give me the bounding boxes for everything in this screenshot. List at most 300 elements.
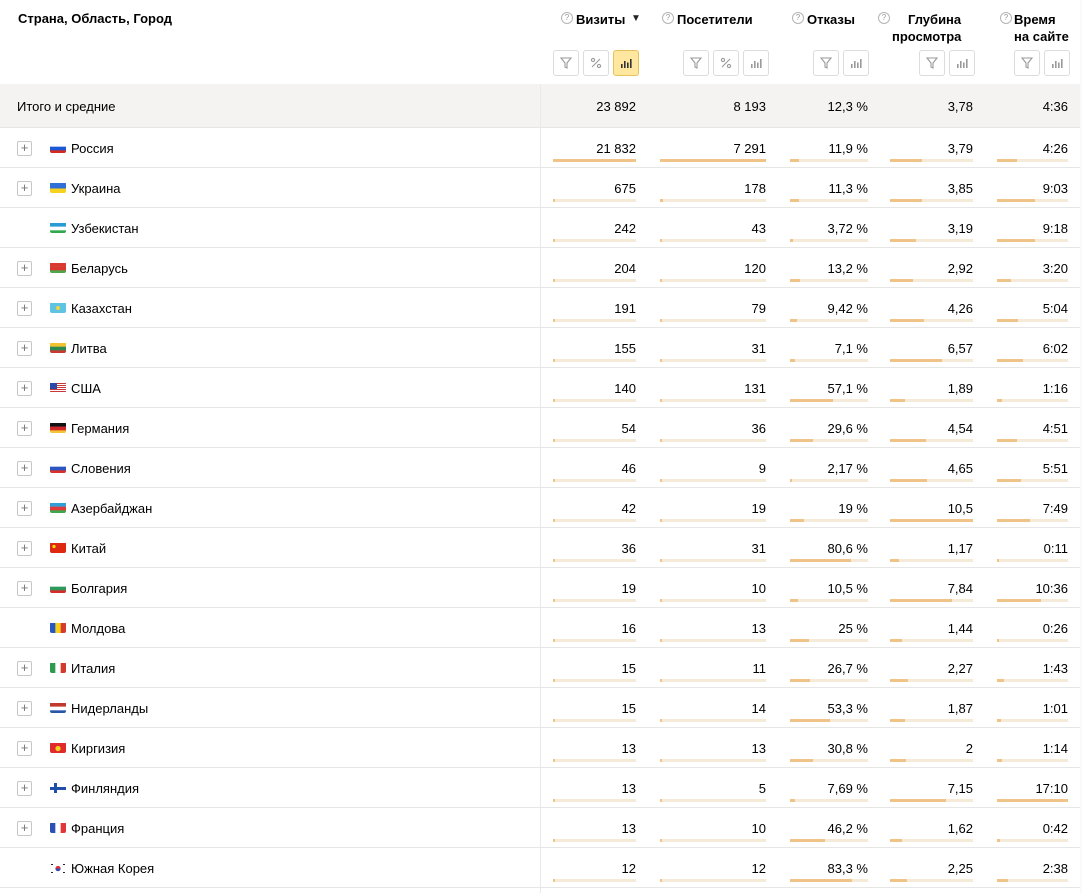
bar-fill-bounce xyxy=(790,639,809,642)
bar-fill-bounce xyxy=(790,759,813,762)
cell-visits: 675 xyxy=(614,181,636,196)
plus-square-icon[interactable]: + xyxy=(17,541,32,556)
help-icon[interactable]: ? xyxy=(1000,12,1012,24)
chart-button[interactable] xyxy=(949,50,975,76)
bar-fill-visitors xyxy=(660,639,662,642)
cell-time: 3:20 xyxy=(1042,261,1068,276)
country-name[interactable]: Россия xyxy=(71,141,114,156)
column-tools xyxy=(553,50,639,76)
bar-fill-depth xyxy=(890,879,907,882)
column-title[interactable] xyxy=(807,11,855,28)
cell-depth: 4,54 xyxy=(947,421,973,436)
bar-track-depth xyxy=(890,879,973,882)
cell-bounce: 83,3 % xyxy=(827,861,868,876)
flag-kr-icon xyxy=(50,862,66,873)
table-row[interactable] xyxy=(0,528,1082,568)
flag-cn-icon xyxy=(50,542,66,553)
bar-fill-time xyxy=(997,439,1017,442)
table-row[interactable] xyxy=(0,568,1082,608)
bar-track-bounce xyxy=(790,319,868,322)
bar-track-visits xyxy=(553,799,636,802)
plus-square-icon[interactable]: + xyxy=(17,741,32,756)
bar-fill-depth xyxy=(890,519,973,522)
bar-fill-depth xyxy=(890,599,952,602)
bar-fill-visitors xyxy=(660,399,662,402)
country-name[interactable]: Франция xyxy=(71,821,125,836)
plus-square-icon[interactable]: + xyxy=(17,781,32,796)
bar-fill-visitors xyxy=(660,519,662,522)
bar-fill-bounce xyxy=(790,279,800,282)
totals-label: Итого и средние xyxy=(17,99,116,114)
country-name[interactable]: Молдова xyxy=(71,621,126,636)
plus-square-icon[interactable]: + xyxy=(17,341,32,356)
bar-fill-bounce xyxy=(790,399,833,402)
cell-visits: 42 xyxy=(621,501,636,516)
bar-fill-visitors xyxy=(660,359,662,362)
table-row[interactable] xyxy=(0,128,1082,168)
cell-bounce: 7,69 % xyxy=(827,781,868,796)
table-row[interactable] xyxy=(0,728,1082,768)
plus-square-icon[interactable]: + xyxy=(17,581,32,596)
cell-visitors: 13 xyxy=(751,621,766,636)
cell-time: 17:10 xyxy=(1035,781,1068,796)
flag-ua-icon xyxy=(50,182,66,193)
bar-fill-visits xyxy=(553,439,555,442)
bar-track-depth xyxy=(890,239,973,242)
filter-button[interactable] xyxy=(683,50,709,76)
filter-icon xyxy=(689,56,703,70)
bar-track-time xyxy=(997,159,1068,162)
bar-fill-bounce xyxy=(790,599,798,602)
filter-icon xyxy=(819,56,833,70)
percent-icon xyxy=(589,56,603,70)
bar-track-bounce xyxy=(790,839,868,842)
flag-fr-icon xyxy=(50,822,66,833)
bar-fill-time xyxy=(997,639,999,642)
bar-track-bounce xyxy=(790,599,868,602)
country-name[interactable]: Финляндия xyxy=(71,781,140,796)
cell-visitors: 120 xyxy=(744,261,766,276)
total-visits: 23 892 xyxy=(596,99,636,114)
bar-track-depth xyxy=(890,639,973,642)
column-title-line1: Глубина xyxy=(908,12,962,27)
help-icon[interactable]: ? xyxy=(878,12,890,24)
bar-fill-depth xyxy=(890,799,946,802)
cell-visits: 15 xyxy=(621,701,636,716)
bar-track-time xyxy=(997,479,1068,482)
bar-track-visits xyxy=(553,159,636,162)
plus-square-icon[interactable]: + xyxy=(17,501,32,516)
bar-track-visitors xyxy=(660,759,766,762)
plus-square-icon[interactable]: + xyxy=(17,421,32,436)
percent-icon xyxy=(719,56,733,70)
bar-track-visits xyxy=(553,319,636,322)
cell-visits: 13 xyxy=(621,741,636,756)
bar-track-time xyxy=(997,359,1068,362)
cell-visitors: 131 xyxy=(744,381,766,396)
cell-visits: 242 xyxy=(614,221,636,236)
bar-fill-visits xyxy=(553,319,555,322)
bar-track-depth xyxy=(890,279,973,282)
bar-fill-visitors xyxy=(660,559,662,562)
bar-chart-icon xyxy=(955,56,969,70)
column-title[interactable] xyxy=(892,11,961,45)
cell-time: 9:18 xyxy=(1042,221,1068,236)
country-name[interactable]: Литва xyxy=(71,341,107,356)
bar-track-bounce xyxy=(790,759,868,762)
bar-fill-depth xyxy=(890,239,916,242)
bar-fill-time xyxy=(997,679,1004,682)
bar-fill-visitors xyxy=(660,599,662,602)
bar-fill-depth xyxy=(890,159,922,162)
bar-fill-visits xyxy=(553,799,555,802)
table-row[interactable] xyxy=(0,288,1082,328)
cell-bounce: 29,6 % xyxy=(827,421,868,436)
bar-fill-depth xyxy=(890,319,924,322)
country-name[interactable]: Азербайджан xyxy=(71,501,153,516)
bar-track-depth xyxy=(890,159,973,162)
bar-fill-time xyxy=(997,879,1008,882)
table-row[interactable] xyxy=(0,328,1082,368)
cell-time: 5:04 xyxy=(1042,301,1068,316)
bar-fill-depth xyxy=(890,279,913,282)
cell-visits: 19 xyxy=(621,581,636,596)
table-row[interactable] xyxy=(0,488,1082,528)
chart-button[interactable] xyxy=(743,50,769,76)
bar-track-bounce xyxy=(790,439,868,442)
country-name[interactable]: Узбекистан xyxy=(71,221,139,236)
bar-track-depth xyxy=(890,359,973,362)
bar-fill-bounce xyxy=(790,319,797,322)
table-row[interactable] xyxy=(0,688,1082,728)
bar-fill-time xyxy=(997,799,1068,802)
bar-fill-visitors xyxy=(660,239,662,242)
bar-fill-visitors xyxy=(660,479,662,482)
bar-chart-icon xyxy=(619,56,633,70)
table-row[interactable] xyxy=(0,768,1082,808)
bar-fill-time xyxy=(997,519,1030,522)
filter-button[interactable] xyxy=(919,50,945,76)
bar-track-visits xyxy=(553,519,636,522)
filter-icon xyxy=(559,56,573,70)
column-title[interactable] xyxy=(576,11,625,28)
bar-track-bounce xyxy=(790,519,868,522)
flag-by-icon xyxy=(50,262,66,273)
cell-bounce: 46,2 % xyxy=(827,821,868,836)
bar-track-visitors xyxy=(660,719,766,722)
bar-fill-depth xyxy=(890,359,942,362)
totals-row xyxy=(0,84,1082,128)
cell-visitors: 9 xyxy=(758,461,766,476)
cell-visitors: 43 xyxy=(751,221,766,236)
bar-fill-visits xyxy=(553,479,555,482)
cell-visits: 13 xyxy=(621,781,636,796)
bar-fill-time xyxy=(997,199,1035,202)
table-row[interactable] xyxy=(0,808,1082,848)
cell-depth: 3,79 xyxy=(947,141,973,156)
cell-time: 10:36 xyxy=(1035,581,1068,596)
cell-depth: 2,92 xyxy=(947,261,973,276)
cell-visits: 15 xyxy=(621,661,636,676)
bar-track-visitors xyxy=(660,439,766,442)
bar-track-time xyxy=(997,199,1068,202)
cell-time: 1:43 xyxy=(1042,661,1068,676)
cell-depth: 6,57 xyxy=(947,341,973,356)
bar-fill-time xyxy=(997,759,1002,762)
bar-track-bounce xyxy=(790,199,868,202)
column-title-line1: Время xyxy=(1014,12,1056,27)
bar-fill-bounce xyxy=(790,679,810,682)
chart-button[interactable] xyxy=(1044,50,1070,76)
help-icon[interactable]: ? xyxy=(792,12,804,24)
country-name[interactable]: Италия xyxy=(71,661,116,676)
bar-track-bounce xyxy=(790,559,868,562)
table-row[interactable] xyxy=(0,408,1082,448)
bar-track-visits xyxy=(553,879,636,882)
bar-fill-visits xyxy=(553,519,555,522)
cell-visits: 54 xyxy=(621,421,636,436)
bar-track-visitors xyxy=(660,799,766,802)
flag-az-icon xyxy=(50,502,66,513)
bar-fill-time xyxy=(997,559,999,562)
bar-fill-time xyxy=(997,239,1035,242)
bar-track-bounce xyxy=(790,879,868,882)
country-name[interactable]: Словения xyxy=(71,461,131,476)
bar-fill-bounce xyxy=(790,199,799,202)
cell-visits: 46 xyxy=(621,461,636,476)
bar-track-visits xyxy=(553,759,636,762)
cell-visits: 191 xyxy=(614,301,636,316)
table-header xyxy=(0,0,1082,84)
plus-square-icon[interactable]: + xyxy=(17,701,32,716)
cell-visits: 12 xyxy=(621,861,636,876)
bar-track-time xyxy=(997,279,1068,282)
dimension-header[interactable]: Страна, Область, Город xyxy=(18,11,172,26)
bar-fill-visits xyxy=(553,639,555,642)
plus-square-icon[interactable]: + xyxy=(17,461,32,476)
table-row[interactable] xyxy=(0,248,1082,288)
column-tools xyxy=(683,50,769,76)
table-row[interactable] xyxy=(0,848,1082,888)
bar-fill-bounce xyxy=(790,799,795,802)
cell-visitors: 5 xyxy=(758,781,766,796)
bar-fill-visitors xyxy=(660,279,662,282)
country-name[interactable]: Казахстан xyxy=(71,301,132,316)
bar-track-visitors xyxy=(660,879,766,882)
help-icon[interactable]: ? xyxy=(662,12,674,24)
cell-time: 1:01 xyxy=(1042,701,1068,716)
plus-square-icon[interactable]: + xyxy=(17,821,32,836)
cell-depth: 1,17 xyxy=(947,541,973,556)
bar-track-visitors xyxy=(660,159,766,162)
country-name[interactable]: Беларусь xyxy=(71,261,128,276)
bar-fill-depth xyxy=(890,719,905,722)
flag-si-icon xyxy=(50,462,66,473)
table-row[interactable] xyxy=(0,208,1082,248)
bar-track-visits xyxy=(553,279,636,282)
bar-track-depth xyxy=(890,439,973,442)
flag-kg-icon xyxy=(50,742,66,753)
bar-track-visits xyxy=(553,479,636,482)
bar-fill-visitors xyxy=(660,759,662,762)
plus-square-icon[interactable]: + xyxy=(17,261,32,276)
bar-track-bounce xyxy=(790,719,868,722)
bar-fill-depth xyxy=(890,839,902,842)
cell-visitors: 12 xyxy=(751,861,766,876)
bar-fill-bounce xyxy=(790,239,793,242)
bar-track-visitors xyxy=(660,319,766,322)
cell-visitors: 31 xyxy=(751,541,766,556)
bar-track-visits xyxy=(553,399,636,402)
country-name[interactable]: США xyxy=(71,381,101,396)
cell-bounce: 9,42 % xyxy=(827,301,868,316)
filter-icon xyxy=(1020,56,1034,70)
cell-time: 0:26 xyxy=(1042,621,1068,636)
bar-track-time xyxy=(997,799,1068,802)
table-row[interactable] xyxy=(0,648,1082,688)
column-title[interactable] xyxy=(1014,11,1069,45)
bar-track-bounce xyxy=(790,239,868,242)
bar-track-time xyxy=(997,399,1068,402)
chart-button[interactable] xyxy=(613,50,639,76)
bar-chart-icon xyxy=(849,56,863,70)
plus-square-icon[interactable]: + xyxy=(17,181,32,196)
bar-fill-visitors xyxy=(660,159,766,162)
bar-fill-time xyxy=(997,159,1017,162)
bar-fill-visits xyxy=(553,159,636,162)
bar-track-depth xyxy=(890,599,973,602)
bar-fill-time xyxy=(997,279,1011,282)
filter-button[interactable] xyxy=(1014,50,1040,76)
plus-square-icon[interactable]: + xyxy=(17,381,32,396)
bar-fill-visitors xyxy=(660,319,662,322)
bar-fill-bounce xyxy=(790,879,852,882)
country-name[interactable]: Южная Корея xyxy=(71,861,155,876)
bar-fill-bounce xyxy=(790,519,804,522)
bar-fill-visits xyxy=(553,879,555,882)
cell-bounce: 80,6 % xyxy=(827,541,868,556)
cell-depth: 4,65 xyxy=(947,461,973,476)
country-name[interactable]: Нидерланды xyxy=(71,701,149,716)
bar-fill-bounce xyxy=(790,839,825,842)
flag-ru-icon xyxy=(50,142,66,153)
bar-fill-time xyxy=(997,359,1023,362)
cell-time: 7:49 xyxy=(1042,501,1068,516)
bar-fill-depth xyxy=(890,759,906,762)
cell-depth: 1,44 xyxy=(947,621,973,636)
bar-track-depth xyxy=(890,519,973,522)
bar-track-time xyxy=(997,319,1068,322)
sort-desc-icon[interactable]: ▼ xyxy=(631,13,641,24)
cell-time: 4:26 xyxy=(1042,141,1068,156)
percent-button[interactable] xyxy=(713,50,739,76)
column-divider xyxy=(540,84,541,893)
bar-track-time xyxy=(997,639,1068,642)
filter-button[interactable] xyxy=(813,50,839,76)
bar-fill-visitors xyxy=(660,799,662,802)
cell-depth: 10,5 xyxy=(947,501,973,516)
bar-track-time xyxy=(997,239,1068,242)
plus-square-icon[interactable]: + xyxy=(17,661,32,676)
country-name[interactable]: Украина xyxy=(71,181,121,196)
flag-lt-icon xyxy=(50,342,66,353)
cell-time: 9:03 xyxy=(1042,181,1068,196)
bar-track-bounce xyxy=(790,159,868,162)
bar-track-time xyxy=(997,559,1068,562)
country-name[interactable]: Киргизия xyxy=(71,741,126,756)
bar-track-visits xyxy=(553,559,636,562)
bar-track-visits xyxy=(553,239,636,242)
table-row[interactable] xyxy=(0,448,1082,488)
chart-button[interactable] xyxy=(843,50,869,76)
bar-fill-time xyxy=(997,479,1021,482)
cell-visits: 13 xyxy=(621,821,636,836)
bar-fill-bounce xyxy=(790,479,792,482)
column-tools xyxy=(919,50,975,76)
cell-depth: 4,26 xyxy=(947,301,973,316)
cell-visitors: 11 xyxy=(752,661,766,676)
bar-fill-visitors xyxy=(660,679,662,682)
column-title[interactable] xyxy=(677,11,753,28)
bar-track-time xyxy=(997,759,1068,762)
cell-visits: 155 xyxy=(614,341,636,356)
filter-icon xyxy=(925,56,939,70)
bar-track-time xyxy=(997,599,1068,602)
plus-square-icon[interactable]: + xyxy=(17,301,32,316)
flag-bg-icon xyxy=(50,582,66,593)
bar-track-time xyxy=(997,839,1068,842)
plus-square-icon[interactable]: + xyxy=(17,141,32,156)
bar-track-visitors xyxy=(660,359,766,362)
bar-track-depth xyxy=(890,319,973,322)
cell-bounce: 30,8 % xyxy=(827,741,868,756)
column-title-line2: просмотра xyxy=(892,29,962,44)
cell-depth: 7,15 xyxy=(947,781,973,796)
cell-visitors: 14 xyxy=(751,701,766,716)
column-tools xyxy=(813,50,869,76)
bar-track-visits xyxy=(553,199,636,202)
table-row[interactable] xyxy=(0,608,1082,648)
cell-depth: 2,27 xyxy=(947,661,973,676)
bar-track-visitors xyxy=(660,639,766,642)
table-row[interactable] xyxy=(0,168,1082,208)
cell-bounce: 11,3 % xyxy=(828,181,868,196)
cell-visitors: 19 xyxy=(751,501,766,516)
table-row[interactable] xyxy=(0,368,1082,408)
cell-visits: 140 xyxy=(614,381,636,396)
help-icon[interactable]: ? xyxy=(561,12,573,24)
cell-depth: 7,84 xyxy=(947,581,973,596)
country-name[interactable]: Болгария xyxy=(71,581,128,596)
bar-fill-visits xyxy=(553,759,555,762)
bar-fill-time xyxy=(997,399,1002,402)
bar-track-visitors xyxy=(660,239,766,242)
cell-visits: 204 xyxy=(614,261,636,276)
bar-track-visits xyxy=(553,599,636,602)
cell-visitors: 31 xyxy=(751,341,766,356)
country-name[interactable]: Китай xyxy=(71,541,107,556)
bar-chart-icon xyxy=(749,56,763,70)
country-name[interactable]: Германия xyxy=(71,421,130,436)
bar-track-visits xyxy=(553,359,636,362)
column-title-line1: Посетители xyxy=(677,12,753,27)
bar-track-time xyxy=(997,879,1068,882)
total-visitors: 8 193 xyxy=(733,99,766,114)
cell-visitors: 36 xyxy=(751,421,766,436)
percent-button[interactable] xyxy=(583,50,609,76)
bar-fill-visits xyxy=(553,719,555,722)
filter-button[interactable] xyxy=(553,50,579,76)
